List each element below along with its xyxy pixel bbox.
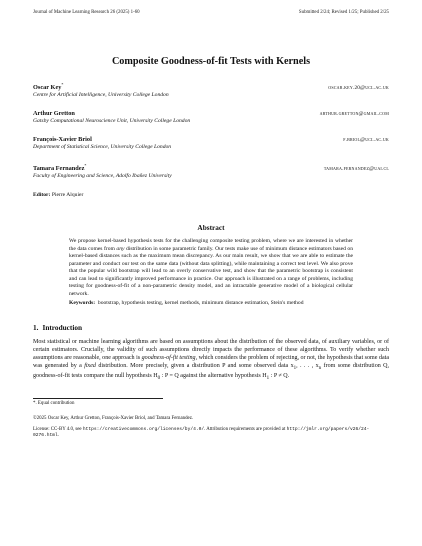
introduction-paragraph: Most statistical or machine learning algorithms are based on assumptions about the distribution of the observed data, of auxiliary variables, or of certain estimators. Crucially, the validity of such assumptions directly impacts the performance of these algorithms. To verify whether such assumptions are reasonable, one approach is goodness-of-fit testing, which considers the problem of rejecting, or not, the hypothesis that some data was generated by a fixed distribution. More precisely, given a distribution P and some observed data $x_1$, . . . , $x_n$ from some distribution Q, goodness-of-fit tests compare the null hypothesis $H_0$ : P = Q against the alternative hypothesis $H_1$ : P ≠ Q. [33,339,390,381]
footnote: *. Equal contribution [33,400,75,406]
author-name: Tamara Fernandez* [33,163,87,173]
author-affiliation: Centre for Artificial Intelligence, University College London [33,92,169,99]
author-name: Arthur Gretton [33,110,75,118]
author-email[interactable]: arthur.gretton@gmail.com [319,111,389,118]
abstract-text: We propose kernel-based hypothesis tests for the challenging composite testing problem, where we are interested in whether the data comes from any distribution in some parametric family. Our tests make use of minimum distance estimators based on kernel-based distances such as the maximum mean discrepancy. As our main result, we show that we are able to estimate the parameter and conduct our test on the same data (without data splitting), while maintaining a correct test level. We also prove that the popular wild bootstrap will lead to an overly conservative test, and show that the parametric bootstrap is consistent and can lead to significantly improved performance in practice. Our approach is illustrated on a range of problems, including testing for goodness-of-fit of a non-parametric density model, and an intractable generative model of a biological cellular network. [69,238,353,298]
keywords: Keywords: bootstrap, hypothesis testing, kernel methods, minimum distance estimation, Stein's method [69,299,304,306]
author-affiliation: Gatsby Computational Neuroscience Unit, University College London [33,118,191,125]
running-head [33,10,389,16]
abstract-heading: Abstract [197,223,225,233]
author-block [33,136,389,151]
author-list [33,81,389,180]
footnote-rule [33,398,163,399]
author-email[interactable]: f.briol@ucl.ac.uk [343,137,389,144]
copyright-notice: ©2025 Oscar Key, Arthur Gretton, François-Xavier Briol, and Tamara Fernandez. [33,415,194,421]
paper-title: Composite Goodness-of-fit Tests with Kernels [111,56,311,67]
section-heading: 1. Introduction [33,323,83,333]
author-affiliation: Department of Statistical Science, University College London [33,144,172,151]
journal-citation: Journal of Machine Learning Research 26 (2025) 1-60 [33,10,140,15]
author-name: Oscar Key* [33,82,64,92]
license-notice: License: CC-BY 4.0, see https://creativecommons.org/licenses/by/4.0/. Attribution requirements are provided at http://jmlr.org/papers/v26/24-0276.html. [33,426,370,439]
author-email[interactable]: tamara.fernandez@uai.cl [323,166,389,173]
editor-line: Editor: Pierre Alquier [33,192,84,199]
author-block [33,162,389,180]
editor-name: Pierre Alquier [51,192,84,199]
license-link[interactable]: https://creativecommons.org/licenses/by/4.0/ [82,426,205,432]
author-block [33,81,389,99]
publication-dates: Submitted 2/24; Revised 1/25; Published 2/25 [298,10,389,15]
paper-link[interactable]: http://jmlr.org/papers/v26/24-0276.html [33,426,370,439]
author-email[interactable]: oscar.key.20@ucl.ac.uk [328,85,389,92]
author-block [33,110,389,125]
author-name: François-Xavier Briol [33,136,92,144]
author-affiliation: Faculty of Engineering and Science, Adolfo Ibañez University [33,173,172,180]
